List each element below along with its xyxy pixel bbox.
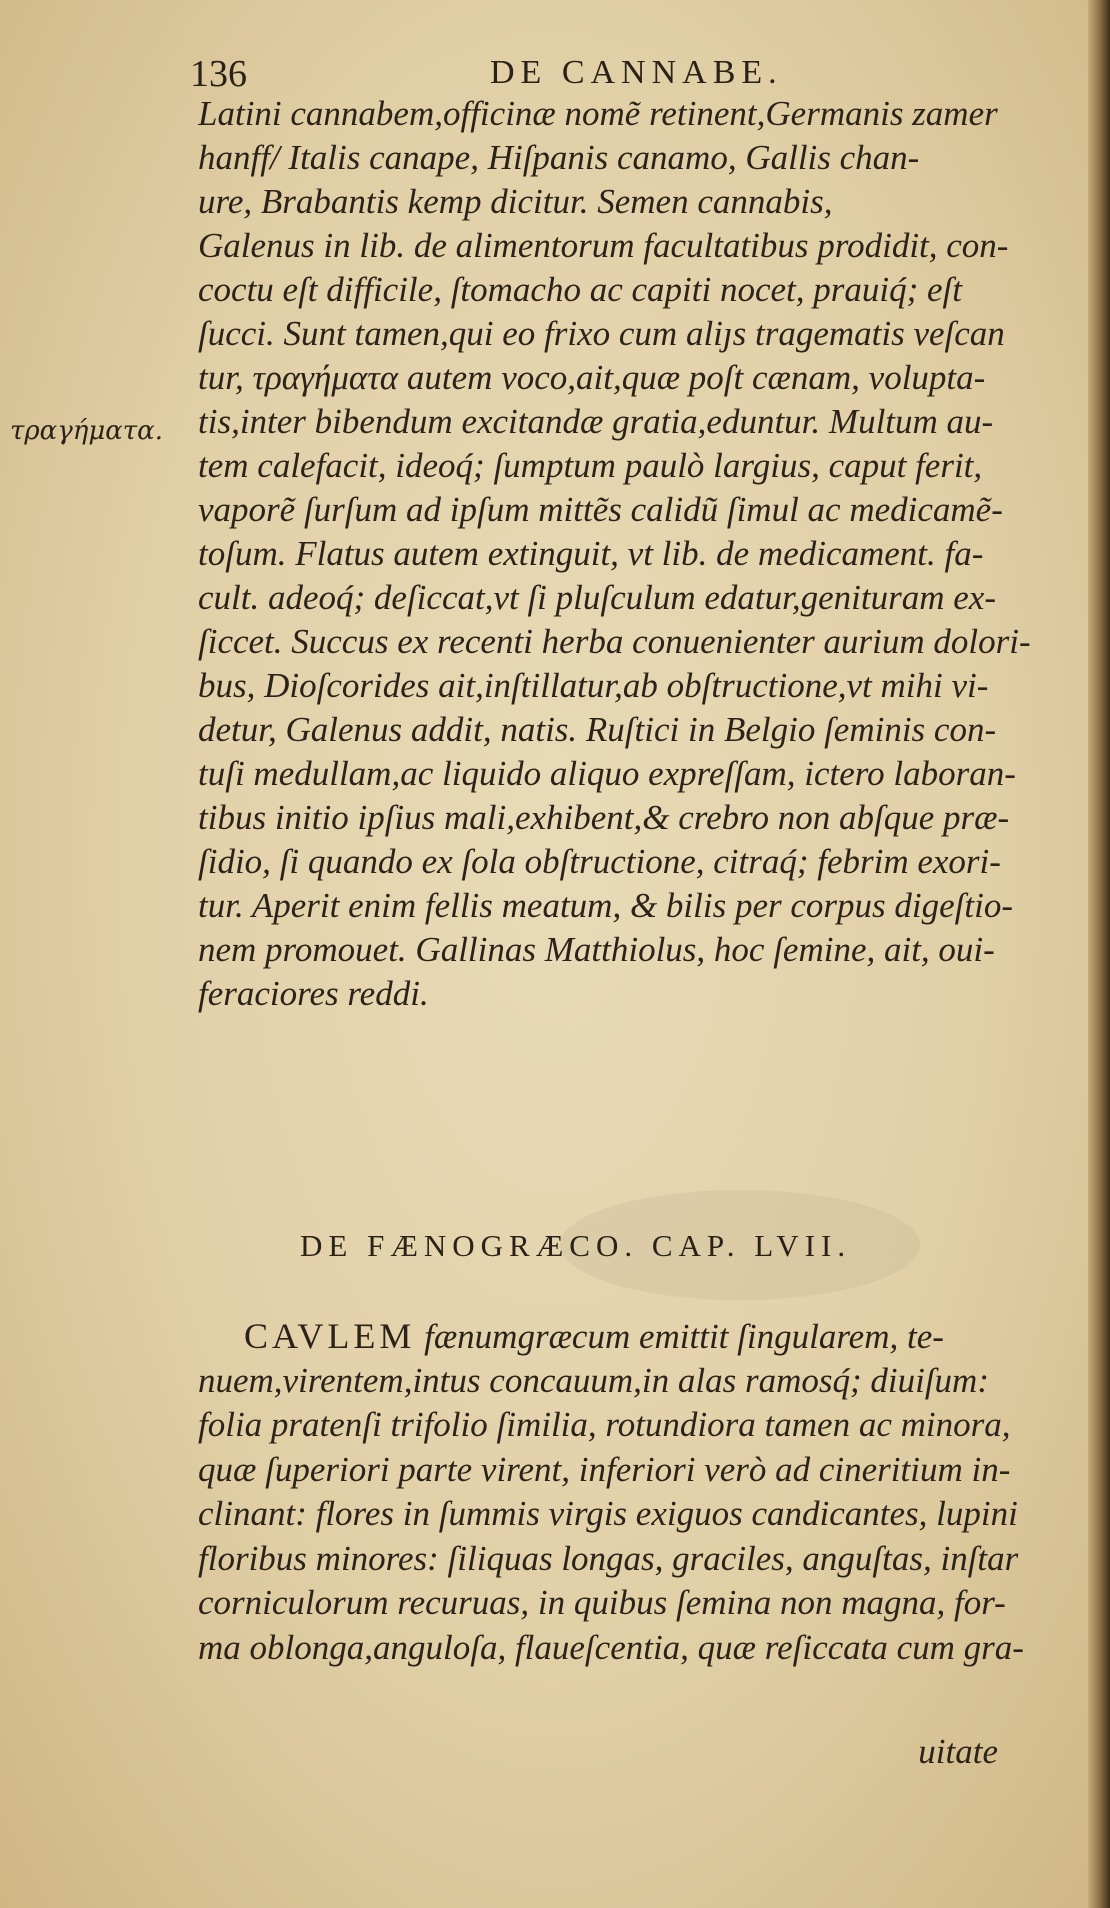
text-line: tem calefacit, ideoq́; ſumptum paulò largius, caput ferit, [198,446,983,485]
text-line: tur. Aperit enim fellis meatum, & bilis per corpus digeſtio- [198,886,1013,925]
catchword: uitate [918,1732,998,1771]
text-line: quæ ſuperiori parte virent, inferiori verò ad cineritium in- [198,1449,1011,1489]
text-line: clinant: flores in ſummis virgis exiguos candicantes, lupini [198,1494,1018,1533]
text-line: tibus initio ipſius mali,exhibent,& crebro non abſque præ- [198,798,1010,837]
first-line-rest: fænumgræcum emittit ſingularem, te- [415,1317,944,1356]
text-line: ſiccet. Succus ex recenti herba conuenienter aurium dolori- [198,622,1031,661]
text-line: tur, τραγήματα autem voco,ait,quæ poſt cænam, volupta- [198,358,986,397]
text-line: ma oblonga,anguloſa, flaueſcentia, quæ reſiccata cum gra- [198,1627,1024,1667]
faenograeco-text-block [198,1314,1098,1670]
text-line: ure, Brabantis kemp dicitur. Semen cannabis, [198,182,833,221]
chapter-heading: DE FÆNOGRÆCO. CAP. LVII. [300,1228,852,1263]
text-line: Galenus in lib. de alimentorum facultatibus prodidit, con- [198,226,1009,265]
text-line: bus, Dioſcorides ait,inſtillatur,ab obſtructione,vt mihi vi- [198,666,989,705]
text-line: folia pratenſi trifolio ſimilia, rotundiora tamen ac minora, [198,1405,1011,1444]
text-line: coctu eſt difficile, ſtomacho ac capiti nocet, prauiq́; eſt [198,270,962,309]
cannabis-text-block [198,92,1098,1016]
text-line: ſucci. Sunt tamen,qui eo frixo cum aliȷs tragematis veſcan [198,314,1005,353]
text-line: cult. adeoq́; deſiccat,vt ſi pluſculum edatur,genituram ex- [198,578,996,617]
text-line: Latini cannabem,officinæ nomẽ retinent,Germanis zamer [198,94,998,133]
text-line: nem promouet. Gallinas Matthiolus, hoc ſemine, ait, oui- [198,930,995,969]
text-line: hanff/ Italis canape, Hiſpanis canamo, Gallis chan- [198,138,920,177]
drop-word: CAVLEM [244,1316,416,1356]
text-line-first [198,1314,1098,1359]
text-line: nuem,virentem,intus concauum,in alas ramosq́; diuiſum: [198,1360,989,1400]
text-line: vaporẽ ſurſum ad ipſum mittẽs calidũ ſimul ac medicamẽ- [198,490,1003,529]
text-line: floribus minores: ſiliquas longas, graciles, anguſtas, inſtar [198,1538,1019,1578]
page-number: 136 [190,53,247,95]
margin-note: τραγήματα. [10,416,164,446]
text-line: tuſi medullam,ac liquido aliquo expreſſam, ictero laboran- [198,754,1016,793]
text-line: ſidio, ſi quando ex ſola obſtructione, citraq́; febrim exori- [198,842,1001,881]
running-title: DE CANNABE. [490,54,783,91]
text-line: corniculorum recuruas, in quibus ſemina non magna, for- [198,1583,1006,1622]
text-line: tis,inter bibendum excitandæ gratia,eduntur. Multum au- [198,402,994,441]
text-line: detur, Galenus addit, natis. Ruſtici in Belgio ſeminis con- [198,710,997,749]
text-line: feraciores reddi. [198,974,429,1013]
text-line: toſum. Flatus autem extinguit, vt lib. de medicament. fa- [198,534,984,573]
